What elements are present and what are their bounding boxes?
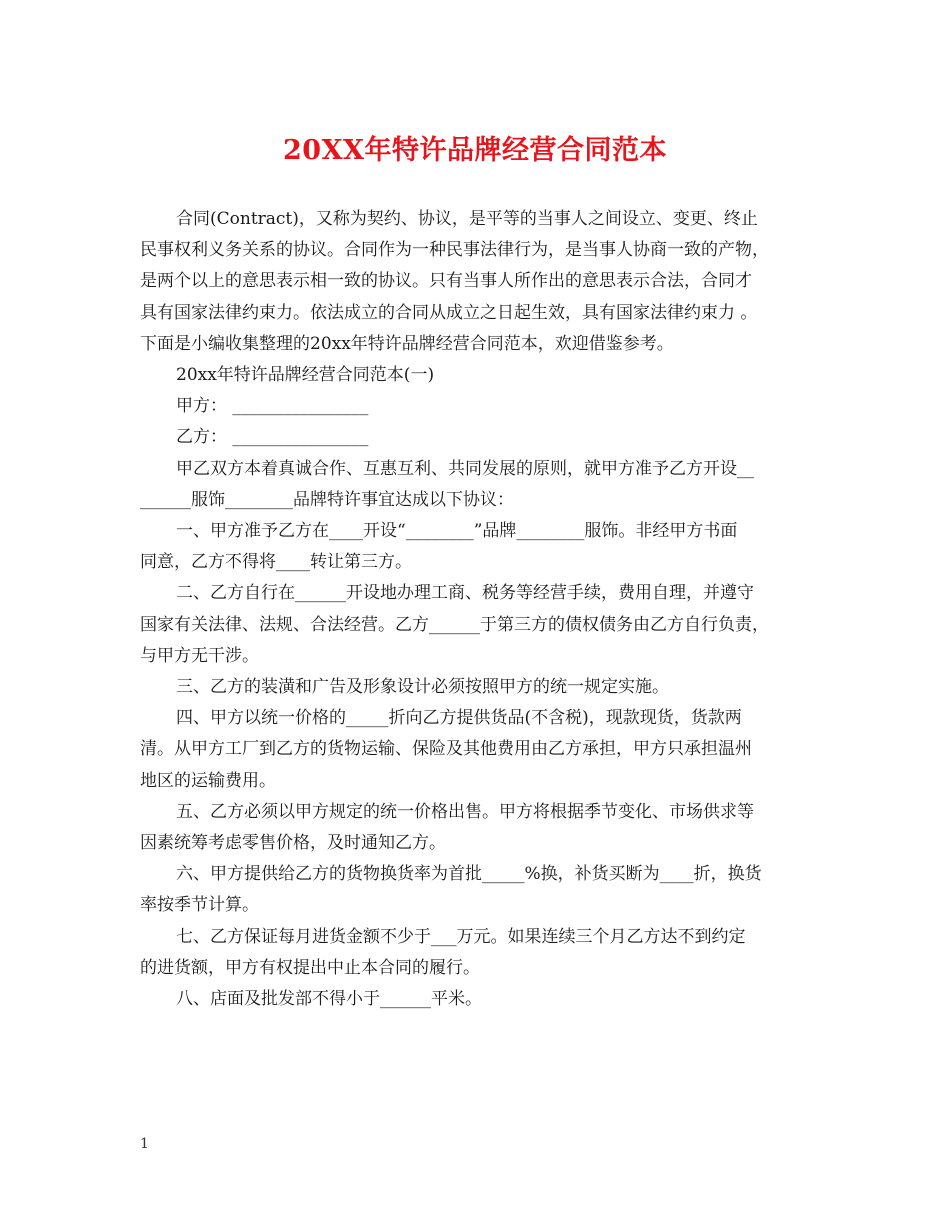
document-title: 20XX年特许品牌经营合同范本 bbox=[283, 135, 667, 166]
clause-5-line-2: 因素统筹考虑零售价格，及时通知乙方。 bbox=[140, 833, 446, 854]
intro-line-5: 下面是小编收集整理的20xx年特许品牌经营合同范本，欢迎借鉴参考。 bbox=[140, 333, 674, 354]
clause-7-line-2: 的进货额，甲方有权提出中止本合同的履行。 bbox=[140, 957, 480, 978]
party-b-line: 乙方： ________________ bbox=[176, 427, 369, 448]
clause-1-line-2: 同意，乙方不得将____转让第三方。 bbox=[140, 552, 412, 573]
document-body bbox=[140, 204, 812, 1015]
clause-6-line-2: 率按季节计算。 bbox=[140, 895, 259, 916]
clause-4-line-3: 地区的运输费用。 bbox=[140, 770, 276, 791]
clause-4-line-1: 四、甲方以统一价格的_____折向乙方提供货品(不含税)，现款现货，货款两 bbox=[176, 708, 742, 729]
page-number: 1 bbox=[140, 1136, 149, 1152]
clause-1-line-1: 一、甲方准予乙方在____开设“________”品牌________服饰。非经甲方书面 bbox=[176, 521, 738, 542]
preamble-line-2: ______服饰________品牌特许事宜达成以下协议： bbox=[140, 489, 514, 510]
clause-6-line-1: 六、甲方提供给乙方的货物换货率为首批_____%换，补货买断为____折，换货 bbox=[176, 864, 762, 885]
clause-2-line-2: 国家有关法律、法规、合法经营。乙方______于第三方的债权债务由乙方自行负责， bbox=[140, 614, 769, 635]
intro-line-3: 是两个以上的意思表示相一致的协议。只有当事人所作出的意思表示合法，合同才 bbox=[140, 271, 752, 292]
clause-2-line-3: 与甲方无干涉。 bbox=[140, 645, 259, 666]
intro-line-4: 具有国家法律约束力。依法成立的合同从成立之日起生效，具有国家法律约束力 。 bbox=[140, 302, 758, 323]
clause-5-line-1: 五、乙方必须以甲方规定的统一价格出售。甲方将根据季节变化、市场供求等 bbox=[176, 801, 754, 822]
clause-4-line-2: 清。从甲方工厂到乙方的货物运输、保险及其他费用由乙方承担，甲方只承担温州 bbox=[140, 739, 752, 760]
clause-3-line-1: 三、乙方的装潢和广告及形象设计必须按照甲方的统一规定实施。 bbox=[176, 677, 669, 698]
clause-2-line-1: 二、乙方自行在______开设地办理工商、税务等经营手续，费用自理，并遵守 bbox=[176, 583, 754, 604]
intro-line-2: 民事权利义务关系的协议。合同作为一种民事法律行为，是当事人协商一致的产物， bbox=[140, 240, 769, 261]
intro-line-1: 合同(Contract)，又称为契约、协议，是平等的当事人之间设立、变更、终止 bbox=[176, 209, 758, 229]
preamble-line-1: 甲乙双方本着真诚合作、互惠互利、共同发展的原则，就甲方准予乙方开设__ bbox=[176, 458, 754, 479]
section-heading: 20xx年特许品牌经营合同范本(一) bbox=[176, 365, 435, 386]
party-a-line: 甲方： ________________ bbox=[176, 396, 369, 417]
clause-7-line-1: 七、乙方保证每月进货金额不少于___万元。如果连续三个月乙方达不到约定 bbox=[176, 926, 746, 947]
clause-8-line-1: 八、店面及批发部不得小于______平米。 bbox=[176, 989, 482, 1010]
